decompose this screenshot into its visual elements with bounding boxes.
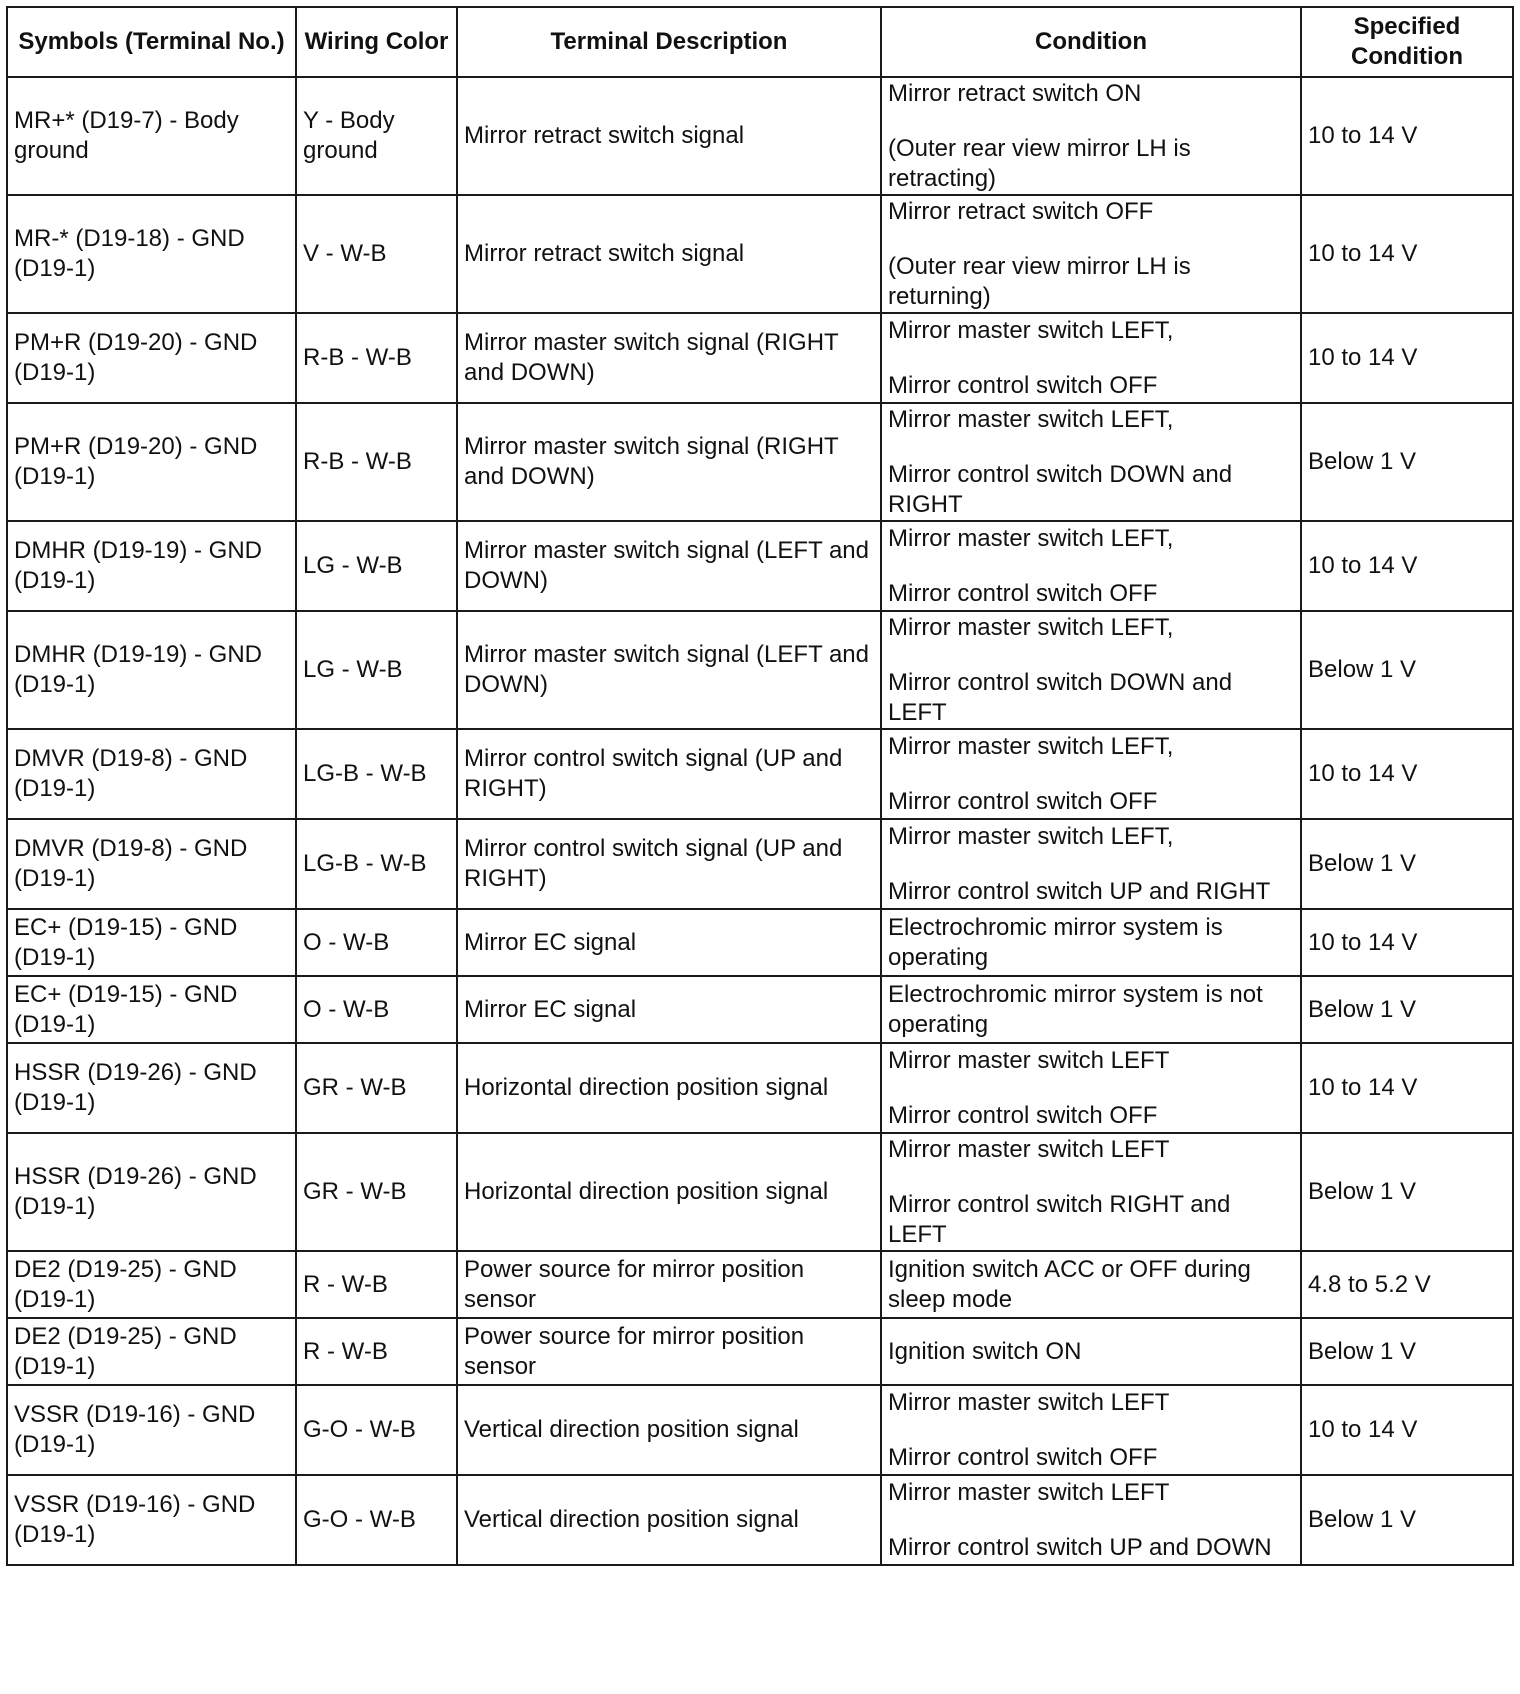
condition-line-2: Mirror control switch OFF <box>888 787 1158 815</box>
cell-condition <box>881 77 1301 195</box>
cell-condition <box>881 195 1301 313</box>
cell-symbol: DMVR (D19-8) - GND (D19-1) <box>7 729 296 819</box>
condition-text <box>888 524 1294 609</box>
cell-wiring-color: Y - Body ground <box>296 77 457 195</box>
cell-terminal-description: Mirror master switch signal (RIGHT and DOWN) <box>457 313 881 403</box>
cell-wiring-color: G-O - W-B <box>296 1475 457 1565</box>
condition-line-1: Ignition switch ACC or OFF during sleep mode <box>888 1255 1251 1313</box>
condition-text <box>888 1046 1294 1131</box>
cell-condition <box>881 819 1301 909</box>
table-row <box>7 1043 1513 1133</box>
condition-text <box>888 1478 1294 1563</box>
cell-specified-condition: Below 1 V <box>1301 1475 1513 1565</box>
cell-condition <box>881 521 1301 611</box>
cell-terminal-description: Power source for mirror position sensor <box>457 1251 881 1318</box>
condition-line-1: Electrochromic mirror system is operating <box>888 913 1223 971</box>
cell-specified-condition: Below 1 V <box>1301 976 1513 1043</box>
condition-line-2: Mirror control switch DOWN and LEFT <box>888 668 1233 726</box>
table-body <box>7 77 1513 1565</box>
cell-wiring-color: R - W-B <box>296 1251 457 1318</box>
cell-symbol: HSSR (D19-26) - GND (D19-1) <box>7 1043 296 1133</box>
condition-line-2: (Outer rear view mirror LH is retracting) <box>888 134 1191 192</box>
cell-terminal-description: Mirror control switch signal (UP and RIGHT) <box>457 729 881 819</box>
condition-line-1: Mirror master switch LEFT, <box>888 613 1174 641</box>
cell-wiring-color: LG - W-B <box>296 521 457 611</box>
cell-condition <box>881 313 1301 403</box>
condition-text <box>888 1135 1294 1250</box>
cell-wiring-color: V - W-B <box>296 195 457 313</box>
condition-line-1: Mirror master switch LEFT <box>888 1046 1170 1074</box>
condition-text <box>888 1337 1294 1367</box>
header-terminal-description: Terminal Description <box>457 7 881 77</box>
cell-specified-condition: 10 to 14 V <box>1301 1043 1513 1133</box>
table-row <box>7 1251 1513 1318</box>
cell-condition <box>881 976 1301 1043</box>
cell-terminal-description: Vertical direction position signal <box>457 1385 881 1475</box>
cell-symbol: PM+R (D19-20) - GND (D19-1) <box>7 403 296 521</box>
cell-terminal-description: Mirror retract switch signal <box>457 195 881 313</box>
table-row <box>7 729 1513 819</box>
cell-symbol: PM+R (D19-20) - GND (D19-1) <box>7 313 296 403</box>
cell-condition <box>881 611 1301 729</box>
table-row <box>7 1318 1513 1385</box>
cell-symbol: EC+ (D19-15) - GND (D19-1) <box>7 909 296 976</box>
condition-line-1: Ignition switch ON <box>888 1337 1082 1365</box>
cell-specified-condition: 4.8 to 5.2 V <box>1301 1251 1513 1318</box>
cell-terminal-description: Mirror retract switch signal <box>457 77 881 195</box>
cell-specified-condition: 10 to 14 V <box>1301 909 1513 976</box>
cell-specified-condition: Below 1 V <box>1301 1133 1513 1251</box>
condition-text <box>888 79 1294 194</box>
condition-line-1: Mirror master switch LEFT <box>888 1478 1170 1506</box>
cell-symbol: MR+* (D19-7) - Body ground <box>7 77 296 195</box>
cell-condition <box>881 1251 1301 1318</box>
condition-text <box>888 405 1294 520</box>
condition-line-1: Mirror master switch LEFT <box>888 1135 1170 1163</box>
cell-specified-condition: Below 1 V <box>1301 1318 1513 1385</box>
condition-text <box>888 316 1294 401</box>
cell-wiring-color: O - W-B <box>296 909 457 976</box>
table-header-row <box>7 7 1513 77</box>
condition-line-1: Mirror master switch LEFT, <box>888 316 1174 344</box>
cell-wiring-color: R-B - W-B <box>296 403 457 521</box>
cell-terminal-description: Mirror master switch signal (RIGHT and DOWN) <box>457 403 881 521</box>
condition-line-1: Mirror master switch LEFT, <box>888 524 1174 552</box>
table-row <box>7 1133 1513 1251</box>
condition-line-1: Mirror master switch LEFT, <box>888 732 1174 760</box>
condition-line-1: Mirror retract switch OFF <box>888 197 1154 225</box>
condition-line-2: Mirror control switch OFF <box>888 371 1158 399</box>
cell-specified-condition: 10 to 14 V <box>1301 77 1513 195</box>
cell-specified-condition: 10 to 14 V <box>1301 195 1513 313</box>
table-row <box>7 976 1513 1043</box>
condition-line-2: Mirror control switch RIGHT and LEFT <box>888 1190 1231 1248</box>
condition-line-2: Mirror control switch DOWN and RIGHT <box>888 460 1233 518</box>
condition-line-2: Mirror control switch OFF <box>888 1101 1158 1129</box>
cell-condition <box>881 1318 1301 1385</box>
cell-condition <box>881 1475 1301 1565</box>
cell-specified-condition: 10 to 14 V <box>1301 1385 1513 1475</box>
cell-terminal-description: Vertical direction position signal <box>457 1475 881 1565</box>
cell-wiring-color: GR - W-B <box>296 1133 457 1251</box>
cell-symbol: VSSR (D19-16) - GND (D19-1) <box>7 1385 296 1475</box>
cell-terminal-description: Horizontal direction position signal <box>457 1043 881 1133</box>
condition-text <box>888 197 1294 312</box>
cell-symbol: HSSR (D19-26) - GND (D19-1) <box>7 1133 296 1251</box>
cell-specified-condition: Below 1 V <box>1301 819 1513 909</box>
cell-wiring-color: LG - W-B <box>296 611 457 729</box>
terminal-spec-table <box>6 6 1514 1566</box>
cell-wiring-color: R - W-B <box>296 1318 457 1385</box>
cell-terminal-description: Mirror EC signal <box>457 976 881 1043</box>
cell-terminal-description: Mirror master switch signal (LEFT and DOWN) <box>457 521 881 611</box>
cell-condition <box>881 403 1301 521</box>
cell-condition <box>881 1043 1301 1133</box>
cell-wiring-color: G-O - W-B <box>296 1385 457 1475</box>
cell-specified-condition: Below 1 V <box>1301 611 1513 729</box>
condition-line-2: Mirror control switch OFF <box>888 579 1158 607</box>
cell-wiring-color: LG-B - W-B <box>296 729 457 819</box>
cell-symbol: EC+ (D19-15) - GND (D19-1) <box>7 976 296 1043</box>
condition-line-1: Mirror master switch LEFT <box>888 1388 1170 1416</box>
cell-specified-condition: 10 to 14 V <box>1301 313 1513 403</box>
cell-wiring-color: LG-B - W-B <box>296 819 457 909</box>
cell-wiring-color: R-B - W-B <box>296 313 457 403</box>
condition-line-2: Mirror control switch UP and DOWN <box>888 1533 1272 1561</box>
terminal-spec-sheet <box>6 6 1512 1566</box>
cell-symbol: DE2 (D19-25) - GND (D19-1) <box>7 1251 296 1318</box>
cell-symbol: DMVR (D19-8) - GND (D19-1) <box>7 819 296 909</box>
cell-wiring-color: GR - W-B <box>296 1043 457 1133</box>
header-wiring-color: Wiring Color <box>296 7 457 77</box>
cell-terminal-description: Horizontal direction position signal <box>457 1133 881 1251</box>
condition-line-1: Mirror master switch LEFT, <box>888 822 1174 850</box>
cell-condition <box>881 1385 1301 1475</box>
cell-symbol: VSSR (D19-16) - GND (D19-1) <box>7 1475 296 1565</box>
condition-text <box>888 822 1294 907</box>
condition-line-1: Mirror retract switch ON <box>888 79 1142 107</box>
cell-terminal-description: Mirror control switch signal (UP and RIGHT) <box>457 819 881 909</box>
table-row <box>7 909 1513 976</box>
cell-terminal-description: Mirror EC signal <box>457 909 881 976</box>
cell-symbol: DE2 (D19-25) - GND (D19-1) <box>7 1318 296 1385</box>
cell-condition <box>881 729 1301 819</box>
cell-specified-condition: Below 1 V <box>1301 403 1513 521</box>
condition-line-2: Mirror control switch UP and RIGHT <box>888 877 1271 905</box>
cell-symbol: DMHR (D19-19) - GND (D19-1) <box>7 521 296 611</box>
table-row <box>7 1385 1513 1475</box>
cell-wiring-color: O - W-B <box>296 976 457 1043</box>
condition-text <box>888 1388 1294 1473</box>
condition-text <box>888 1255 1294 1315</box>
condition-line-2: (Outer rear view mirror LH is returning) <box>888 252 1191 310</box>
table-row <box>7 313 1513 403</box>
condition-line-1: Mirror master switch LEFT, <box>888 405 1174 433</box>
table-row <box>7 611 1513 729</box>
cell-condition <box>881 1133 1301 1251</box>
cell-specified-condition: 10 to 14 V <box>1301 521 1513 611</box>
condition-text <box>888 613 1294 728</box>
table-row <box>7 77 1513 195</box>
cell-symbol: DMHR (D19-19) - GND (D19-1) <box>7 611 296 729</box>
header-specified-condition: Specified Condition <box>1301 7 1513 77</box>
cell-condition <box>881 909 1301 976</box>
table-row <box>7 819 1513 909</box>
cell-terminal-description: Power source for mirror position sensor <box>457 1318 881 1385</box>
condition-line-1: Electrochromic mirror system is not operating <box>888 980 1263 1038</box>
table-row <box>7 403 1513 521</box>
table-row <box>7 195 1513 313</box>
table-row <box>7 521 1513 611</box>
condition-text <box>888 913 1294 973</box>
header-condition: Condition <box>881 7 1301 77</box>
table-row <box>7 1475 1513 1565</box>
cell-terminal-description: Mirror master switch signal (LEFT and DOWN) <box>457 611 881 729</box>
cell-symbol: MR-* (D19-18) - GND (D19-1) <box>7 195 296 313</box>
header-symbols: Symbols (Terminal No.) <box>7 7 296 77</box>
cell-specified-condition: 10 to 14 V <box>1301 729 1513 819</box>
condition-text <box>888 732 1294 817</box>
condition-text <box>888 980 1294 1040</box>
condition-line-2: Mirror control switch OFF <box>888 1443 1158 1471</box>
